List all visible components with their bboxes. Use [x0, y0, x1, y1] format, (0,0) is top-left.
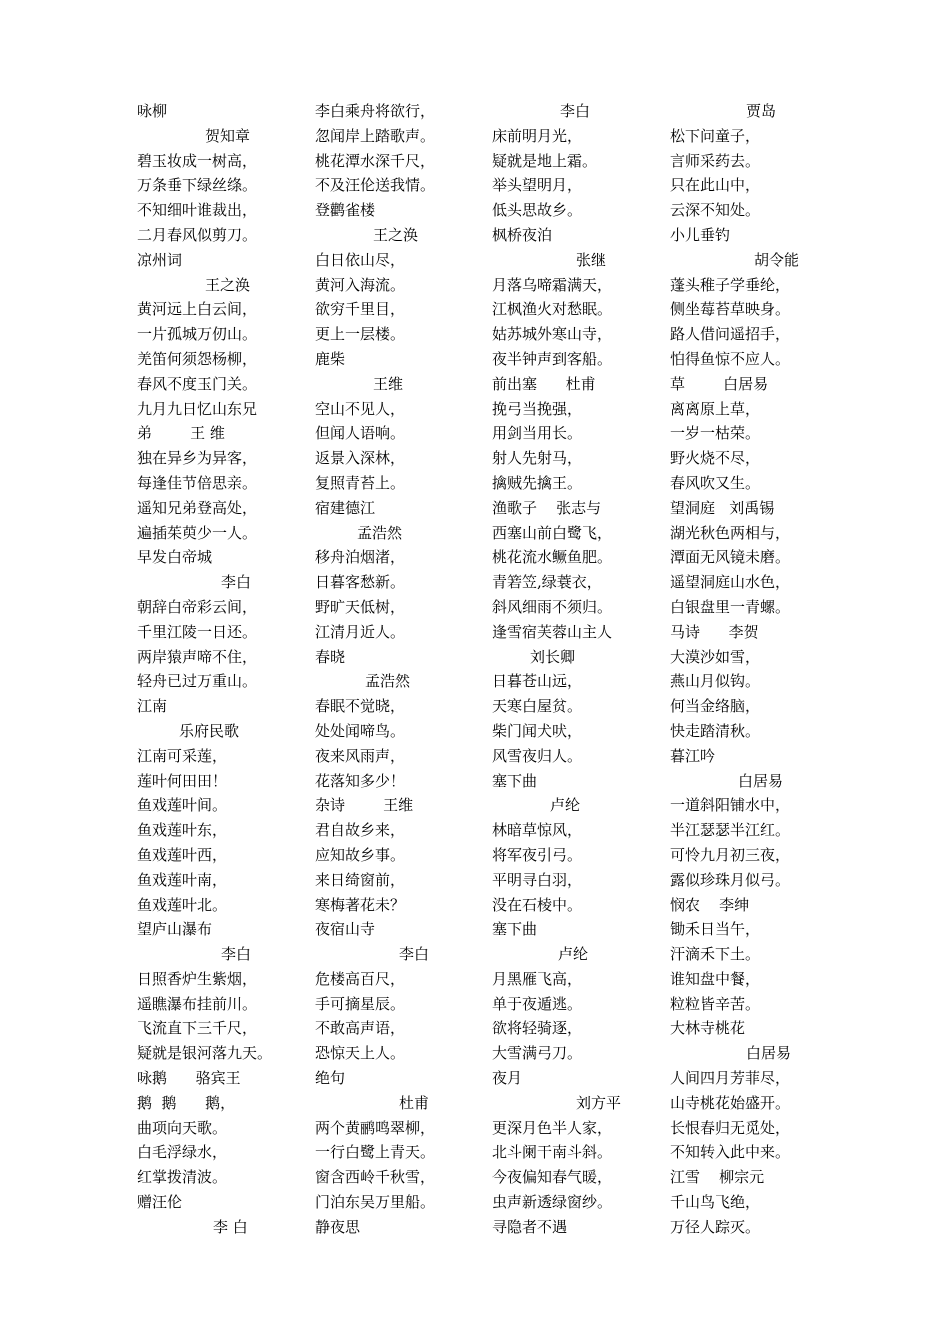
poem-column-4 — [670, 99, 820, 1240]
poem-line: 人间四月芳菲尽， — [670, 1069, 791, 1088]
poem-line: 白银盘里一青螺。 — [670, 597, 791, 616]
poem-line: 宿建德江 — [315, 498, 376, 517]
poem-line: 鹅 鹅 鹅， — [137, 1093, 236, 1112]
poem-line: 快走踏清秋。 — [670, 721, 761, 740]
poem-line: 处处闻啼鸟。 — [315, 721, 406, 740]
poem-line: 张继 — [576, 250, 607, 269]
poem-line: 大林寺桃花 — [670, 1019, 746, 1038]
poem-line: 应知故乡事。 — [315, 845, 406, 864]
poem-line: 遥望洞庭山水色， — [670, 573, 791, 592]
poem-line: 没在石棱中。 — [492, 895, 583, 914]
poem-line: 弟 王 维 — [137, 424, 225, 443]
poem-line: 飞流直下三千尺， — [137, 1019, 258, 1038]
poem-line: 鱼戏莲叶西， — [137, 845, 228, 864]
poem-line: 一岁一枯荣。 — [670, 424, 761, 443]
poem-column-1 — [137, 99, 287, 1240]
poem-line: 离离原上草， — [670, 399, 761, 418]
poem-line: 鱼戏莲叶东， — [137, 821, 228, 840]
poem-line: 君自故乡来， — [315, 821, 406, 840]
poem-line: 碧玉妆成一树高， — [137, 151, 258, 170]
poem-line: 卢纶 — [550, 796, 581, 815]
poem-line: 一片孤城万仞山。 — [137, 325, 258, 344]
poem-line: 恐惊天上人。 — [315, 1044, 406, 1063]
poem-line: 移舟泊烟渚， — [315, 548, 406, 567]
poem-line: 长恨春归无觅处， — [670, 1118, 791, 1137]
poem-line: 忽闻岸上踏歌声。 — [315, 126, 436, 145]
poem-line: 擒贼先擒王。 — [492, 473, 583, 492]
poem-line: 花落知多少！ — [315, 771, 406, 790]
poem-line: 早发白帝城 — [137, 548, 213, 567]
poem-line: 万条垂下绿丝绦。 — [137, 176, 258, 195]
poem-line: 来日绮窗前， — [315, 870, 406, 889]
poem-line: 马诗 李贺 — [670, 622, 759, 641]
poem-line: 白居易 — [738, 771, 784, 790]
poem-line: 云深不知处。 — [670, 201, 761, 220]
poem-line: 春晓 — [315, 647, 346, 666]
poem-line: 春风不度玉门关。 — [137, 374, 258, 393]
poem-line: 大雪满弓刀。 — [492, 1044, 583, 1063]
poem-line: 射人先射马， — [492, 449, 583, 468]
poem-line: 汗滴禾下土。 — [670, 945, 761, 964]
poem-line: 绝句 — [315, 1069, 346, 1088]
poem-line: 更上一层楼。 — [315, 325, 406, 344]
poem-line: 九月九日忆山东兄 — [137, 399, 258, 418]
poem-line: 塞下曲 — [492, 771, 538, 790]
poem-line: 渔歌子 张志与 — [492, 498, 602, 517]
poem-line: 怕得鱼惊不应人。 — [670, 349, 791, 368]
poem-line: 今夜偏知春气暖， — [492, 1168, 613, 1187]
poem-line: 望庐山瀑布 — [137, 920, 213, 939]
poem-line: 露似珍珠月似弓。 — [670, 870, 791, 889]
poem-line: 每逢佳节倍思亲。 — [137, 473, 258, 492]
poem-line: 曲项向天歌。 — [137, 1118, 228, 1137]
poem-line: 一行白鹭上青天。 — [315, 1143, 436, 1162]
poem-line: 乐府民歌 — [179, 721, 240, 740]
poem-line: 欲穷千里目， — [315, 300, 406, 319]
poem-line: 夜来风雨声， — [315, 746, 406, 765]
poem-line: 千山鸟飞绝， — [670, 1193, 761, 1212]
poem-line: 更深月色半人家， — [492, 1118, 613, 1137]
poem-line: 返景入深林， — [315, 449, 406, 468]
poem-line: 卢纶 — [558, 945, 589, 964]
poem-line: 遥瞧瀑布挂前川。 — [137, 994, 258, 1013]
poem-line: 江雪 柳宗元 — [670, 1168, 765, 1187]
poem-line: 咏鹅 骆宾王 — [137, 1069, 241, 1088]
poem-line: 床前明月光， — [492, 126, 583, 145]
poem-line: 李 白 — [213, 1217, 248, 1236]
poem-line: 西塞山前白鹭飞， — [492, 523, 613, 542]
poem-line: 挽弓当挽强， — [492, 399, 583, 418]
poem-line: 白日依山尽， — [315, 250, 406, 269]
poem-line: 燕山月似钩。 — [670, 672, 761, 691]
poem-line: 前出塞 杜甫 — [492, 374, 596, 393]
poem-line: 轻舟已过万重山。 — [137, 672, 258, 691]
poem-line: 路人借问遥招手， — [670, 325, 791, 344]
poem-line: 林暗草惊风， — [492, 821, 583, 840]
poem-line: 举头望明月， — [492, 176, 583, 195]
poem-line: 春眠不觉晓， — [315, 697, 406, 716]
poem-line: 刘长卿 — [530, 647, 576, 666]
poem-line: 江南可采莲， — [137, 746, 228, 765]
poem-line: 桃花潭水深千尺， — [315, 151, 436, 170]
poem-line: 黄河入海流。 — [315, 275, 406, 294]
poem-line: 江枫渔火对愁眠。 — [492, 300, 613, 319]
poem-line: 粒粒皆辛苦。 — [670, 994, 761, 1013]
poem-line: 姑苏城外寒山寺， — [492, 325, 613, 344]
poem-line: 疑就是银河落九天。 — [137, 1044, 273, 1063]
poem-line: 鱼戏莲叶北。 — [137, 895, 228, 914]
poem-line: 日暮苍山远， — [492, 672, 583, 691]
poem-line: 欲将轻骑逐， — [492, 1019, 583, 1038]
poem-line: 手可摘星辰。 — [315, 994, 406, 1013]
poem-line: 一道斜阳铺水中， — [670, 796, 791, 815]
poem-line: 窗含西岭千秋雪， — [315, 1168, 436, 1187]
poem-line: 李白乘舟将欲行， — [315, 102, 436, 120]
poem-line: 两岸猿声啼不住， — [137, 647, 258, 666]
poem-line: 羌笛何须怨杨柳， — [137, 349, 258, 368]
poem-line: 贺知章 — [205, 126, 251, 145]
poem-line: 寒梅著花未？ — [315, 895, 406, 914]
poem-line: 李白 — [221, 945, 252, 964]
poem-line: 天寒白屋贫。 — [492, 697, 583, 716]
poem-column-3 — [492, 99, 642, 1240]
poem-line: 言师采药去。 — [670, 151, 761, 170]
poem-line: 李白 — [221, 573, 252, 592]
poem-line: 草 白居易 — [670, 374, 769, 393]
poem-line: 危楼高百尺， — [315, 969, 406, 988]
poem-line: 贾岛 — [746, 102, 777, 120]
poem-line: 不知细叶谁裁出， — [137, 201, 258, 220]
poem-line: 疑就是地上霜。 — [492, 151, 598, 170]
poem-line: 何当金络脑， — [670, 697, 761, 716]
poem-line: 咏柳 — [137, 102, 168, 120]
poem-line: 空山不见人， — [315, 399, 406, 418]
poem-line: 白毛浮绿水， — [137, 1143, 228, 1162]
poem-line: 谁知盘中餐， — [670, 969, 761, 988]
poem-line: 湖光秋色两相与， — [670, 523, 791, 542]
poem-line: 赠汪伦 — [137, 1193, 183, 1212]
poem-line: 风雪夜归人。 — [492, 746, 583, 765]
poem-line: 不知转入此中来。 — [670, 1143, 791, 1162]
poem-line: 桃花流水鳜鱼肥。 — [492, 548, 613, 567]
poem-line: 松下问童子， — [670, 126, 761, 145]
poem-line: 潭面无风镜未磨。 — [670, 548, 791, 567]
poem-line: 万径人踪灭。 — [670, 1217, 761, 1236]
poem-line: 胡令能 — [754, 250, 800, 269]
poem-line: 锄禾日当午， — [670, 920, 761, 939]
poem-line: 凉州词 — [137, 250, 183, 269]
poem-line: 夜半钟声到客船。 — [492, 349, 613, 368]
poem-line: 但闻人语响。 — [315, 424, 406, 443]
poem-line: 夜月 — [492, 1069, 523, 1088]
poem-line: 青箬笠,绿蓑衣， — [492, 573, 602, 592]
poem-line: 望洞庭 刘禹锡 — [670, 498, 775, 517]
poem-line: 遍插茱萸少一人。 — [137, 523, 258, 542]
poem-line: 月黑雁飞高， — [492, 969, 583, 988]
poem-line: 小儿垂钓 — [670, 225, 731, 244]
poem-line: 野火烧不尽， — [670, 449, 761, 468]
poem-line: 山寺桃花始盛开。 — [670, 1093, 791, 1112]
poem-line: 刘方平 — [576, 1093, 622, 1112]
poem-line: 春风吹又生。 — [670, 473, 761, 492]
poem-line: 野旷天低树， — [315, 597, 406, 616]
poem-column-2 — [315, 99, 465, 1240]
poem-line: 半江瑟瑟半江红。 — [670, 821, 791, 840]
poem-line: 王维 — [373, 374, 404, 393]
poem-line: 静夜思 — [315, 1217, 361, 1236]
poem-line: 孟浩然 — [357, 523, 403, 542]
poem-line: 北斗阑干南斗斜。 — [492, 1143, 613, 1162]
poem-line: 斜风细雨不须归。 — [492, 597, 613, 616]
poem-line: 杂诗 王维 — [315, 796, 414, 815]
poem-line: 低头思故乡。 — [492, 201, 583, 220]
poem-line: 将军夜引弓。 — [492, 845, 583, 864]
poem-line: 日照香炉生紫烟， — [137, 969, 258, 988]
poem-line: 登鹳雀楼 — [315, 201, 376, 220]
poem-line: 王之涣 — [205, 275, 251, 294]
poem-line: 不敢高声语， — [315, 1019, 406, 1038]
poem-line: 江南 — [137, 697, 168, 716]
poem-line: 门泊东吴万里船。 — [315, 1193, 436, 1212]
poem-line: 大漠沙如雪， — [670, 647, 761, 666]
poem-line: 江清月近人。 — [315, 622, 406, 641]
poem-line: 蓬头稚子学垂纶， — [670, 275, 791, 294]
poem-line: 李白 — [399, 945, 430, 964]
poem-line: 两个黄鹂鸣翠柳， — [315, 1118, 436, 1137]
poem-line: 王之涣 — [373, 225, 419, 244]
poem-line: 不及汪伦送我情。 — [315, 176, 436, 195]
poem-line: 李白 — [560, 102, 591, 120]
poem-line: 黄河远上白云间， — [137, 300, 258, 319]
poem-line: 鱼戏莲叶间。 — [137, 796, 228, 815]
poem-line: 可怜九月初三夜， — [670, 845, 791, 864]
poem-line: 月落乌啼霜满天， — [492, 275, 613, 294]
poem-line: 独在异乡为异客， — [137, 449, 258, 468]
poem-line: 千里江陵一日还。 — [137, 622, 258, 641]
poem-line: 逢雪宿芙蓉山主人 — [492, 622, 613, 641]
poem-line: 平明寻白羽， — [492, 870, 583, 889]
poem-line: 暮江吟 — [670, 746, 716, 765]
poem-line: 二月春风似剪刀。 — [137, 225, 258, 244]
poem-line: 莲叶何田田！ — [137, 771, 228, 790]
poem-line: 用剑当用长。 — [492, 424, 583, 443]
poem-line: 杜甫 — [399, 1093, 430, 1112]
poem-line: 塞下曲 — [492, 920, 538, 939]
poem-line: 鱼戏莲叶南， — [137, 870, 228, 889]
poem-line: 虫声新透绿窗纱。 — [492, 1193, 613, 1212]
poem-line: 枫桥夜泊 — [492, 225, 553, 244]
poem-line: 夜宿山寺 — [315, 920, 376, 939]
poem-line: 鹿柴 — [315, 349, 346, 368]
poem-line: 白居易 — [746, 1044, 792, 1063]
poem-line: 遥知兄弟登高处， — [137, 498, 258, 517]
poem-line: 侧坐莓苔草映身。 — [670, 300, 791, 319]
poem-line: 朝辞白帝彩云间， — [137, 597, 258, 616]
poem-line: 只在此山中， — [670, 176, 761, 195]
poem-line: 柴门闻犬吠， — [492, 721, 583, 740]
poem-line: 复照青苔上。 — [315, 473, 406, 492]
poem-line: 单于夜遁逃。 — [492, 994, 583, 1013]
poem-line: 悯农 李绅 — [670, 895, 750, 914]
poem-line: 红掌拨清波。 — [137, 1168, 228, 1187]
poem-line: 寻隐者不遇 — [492, 1217, 568, 1236]
poem-line: 日暮客愁新。 — [315, 573, 406, 592]
poem-line: 孟浩然 — [365, 672, 411, 691]
